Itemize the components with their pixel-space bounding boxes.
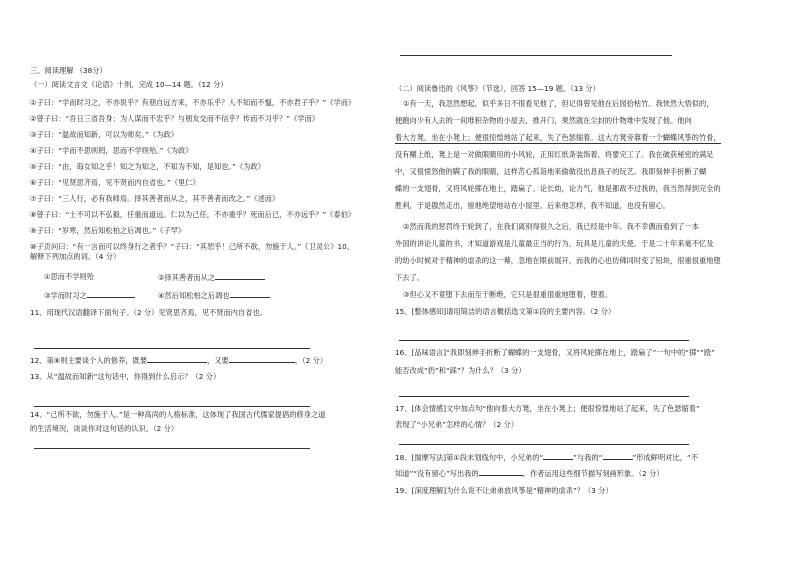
quote-6: ⑥子曰：“见贤思齐焉，见不贤而内自省也。”《里仁》 [30,178,200,187]
p2-line-4: 下去了。 [395,273,424,282]
q18-blank-2[interactable] [603,452,633,460]
quote-10: ⑩子贡问曰：“有一言而可以终身行之者乎？”子曰：“其恕乎！己所不欲，勿施于人。”《卫灵公》10、解释下列加点的词。（4 分） [30,242,354,261]
q13: 13、从“温故而知新”这句话中，你得到什么启示？（2 分） [30,372,221,381]
p1-line-5: 中，又很愤怒他的瞒了我的眼睛，这样苦心孤诣地来偷做没出息孩子的玩艺。我即刻伸手折断了蝴 [395,167,707,176]
q18-line-1: 18、[揣摩写法]第①段末划线句中，小兄弟的“ ”与我的“ ”形成鲜明对比，“不 [395,453,698,462]
q10-item-2: ②择其善者而从之 [158,272,265,283]
p3: ③但心又不竟堕下去而至于断绝，它只是很重很重地堕着，堕着。 [403,290,613,299]
q18-blank-1[interactable] [543,452,573,460]
q10-blank-4[interactable] [230,290,270,298]
q10-blank-3[interactable] [87,290,135,298]
quote-5: ⑤子曰：“由，诲女知之乎！知之为知之，不知为不知，是知也。”《为政》 [30,162,265,171]
p1-line-3: 着大方凳，坐在小凳上；便很惊惶地站了起来，失了色瑟缩着。这大方凳旁靠着一个蝴蝶风筝的竹骨， [395,133,721,142]
quote-7: ⑦子曰：“三人行，必有我师焉。择其善者而从之，其不善者而改之。”《述而》 [30,194,280,203]
q11-answer-line[interactable] [34,348,310,349]
p2-line-2: 外国的讲论儿童的书，才知道游戏是儿童最正当的行为，玩具是儿童的天使。于是二十年来毫不忆及 [395,239,714,248]
q19: 19、[深度理解]为什么说不让弟弟放风筝是“精神的虐杀”？（3 分） [395,486,613,495]
q16-line-1: 16、[品味语言]“我即刻伸手折断了蝴蝶的一支翅骨，又将风轮掷在地上，踏扁了”一句中的“掷”“踏” [395,348,715,357]
q17-answer-line[interactable] [399,444,689,445]
q13-answer-line[interactable] [34,406,310,407]
q14-answer-line[interactable] [34,448,310,449]
q14-line-1: 14、“己所不欲，勿施于人。”是一种高尚的人格标准，这体现了我国古代儒家提倡的修身之道 [30,410,326,419]
p1-line-1: ①有一天，我忽然想起，似乎多日不很看见他了，但记得曾见他在后园拾枯竹。我恍然大悟似的， [403,99,714,108]
q10-item-1: ①思而不学则殆 [44,272,94,281]
p1-line-4: 没有糊上纸，凳上是一对做眼睛用的小风轮，正用红纸条装饰着，将要完工了。我在破获秘密的满足 [395,150,714,159]
p1-line-2: 便跑向少有人去的一间堆积杂物的小屋去，推开门，果然就在尘封的什物堆中发现了他。他向 [395,116,692,125]
q18-blank-3[interactable] [479,468,523,476]
quote-8: ⑧曾子曰：“士不可以不弘毅，任重而道远。仁以为己任，不亦重乎？死而后已，不亦远乎？”《泰伯》 [30,210,356,219]
quote-2: ②曾子曰：“吾日三省吾身：为人谋而不忠乎？与朋友交而不信乎？传而不习乎？”《学而》 [30,114,320,123]
q17-line-2: 表现了“小兄弟”怎样的心情？（2 分） [395,420,519,429]
q16-line-2: 能否改成“扔”和“踩”？为什么？（3 分） [395,366,526,375]
q16-answer-line[interactable] [399,396,689,397]
section-title: 三、阅读理解 （38分） [30,66,107,75]
quote-1: ①子曰：“学而时习之，不亦说乎？有朋自远方来，不亦乐乎？人不知而不愠，不亦君子乎？”《学而》 [30,98,356,107]
q11: 11、用现代汉语翻译下面句子。（2 分）见贤思齐焉，见不贤而内自省也。 [30,308,267,317]
p1-line-7: 胜利，于是傲然走出，留他绝望地站在小屋里。后来他怎样，我不知道，也没有留心。 [395,201,671,210]
q12-blank-1[interactable] [147,355,207,363]
quote-4: ④子曰：“学而不思则罔，思而不学则殆。”《为政》 [30,146,193,155]
q18-line-2: 知道”“没有留心”写出我的 。作者运用这些细节描写刻画形象。（2 分） [395,469,664,478]
q10-blank-2[interactable] [215,272,265,280]
quote-3: ③子曰：“温故而知新，可以为师矣。”《为政》 [30,130,178,139]
p1-line-6: 蝶的一支翅骨，又将风轮掷在地上，踏扁了。论长幼，论力气，他是都敌不过我的，我当然得到完全的 [395,184,721,193]
q15: 15、[整体感知]请用简洁的语言概括选文第①段的主要内容。（2 分） [395,307,616,316]
top-answer-line [400,55,672,56]
q14-line-2: 的生活境况，谈谈你对这句话的认识。（2 分） [30,424,179,433]
q12-blank-2[interactable] [229,355,295,363]
part2-title: （二）阅读鲁迅的《风筝》（节选），回答 15—19 题。（13 分） [395,84,600,93]
q15-answer-line[interactable] [399,340,689,341]
q10-item-3: ③学而时习之 [44,290,135,301]
q10-item-4: ④然后知松柏之后凋也 [158,290,270,301]
p2-line-1: ②然而我的惩罚终于轮到了，在我们离别得很久之后，我已经是中年。我不幸偶而看到了一本 [403,222,699,231]
p2-line-3: 的幼小时候对于精神的虐杀的这一幕，忽地在眼前展开，而我的心也仿佛同时变了铅块，很重很重地堕 [395,256,721,265]
quote-9: ⑨子曰：“岁寒，然后知松柏之后凋也。”《子罕》 [30,226,186,235]
q17-line-1: 17、[体会情感]文中加点句“他向着大方凳，坐在小凳上；便很惊惶地站了起来，失了色瑟缩着” [395,404,700,413]
part1-title: （一）阅读文言文《论语》十则，完成 10—14 题。（12 分） [30,80,228,89]
q12: 12、第⑧则主要谈个人的修养，既要 ，又要 。（2 分） [30,356,328,365]
